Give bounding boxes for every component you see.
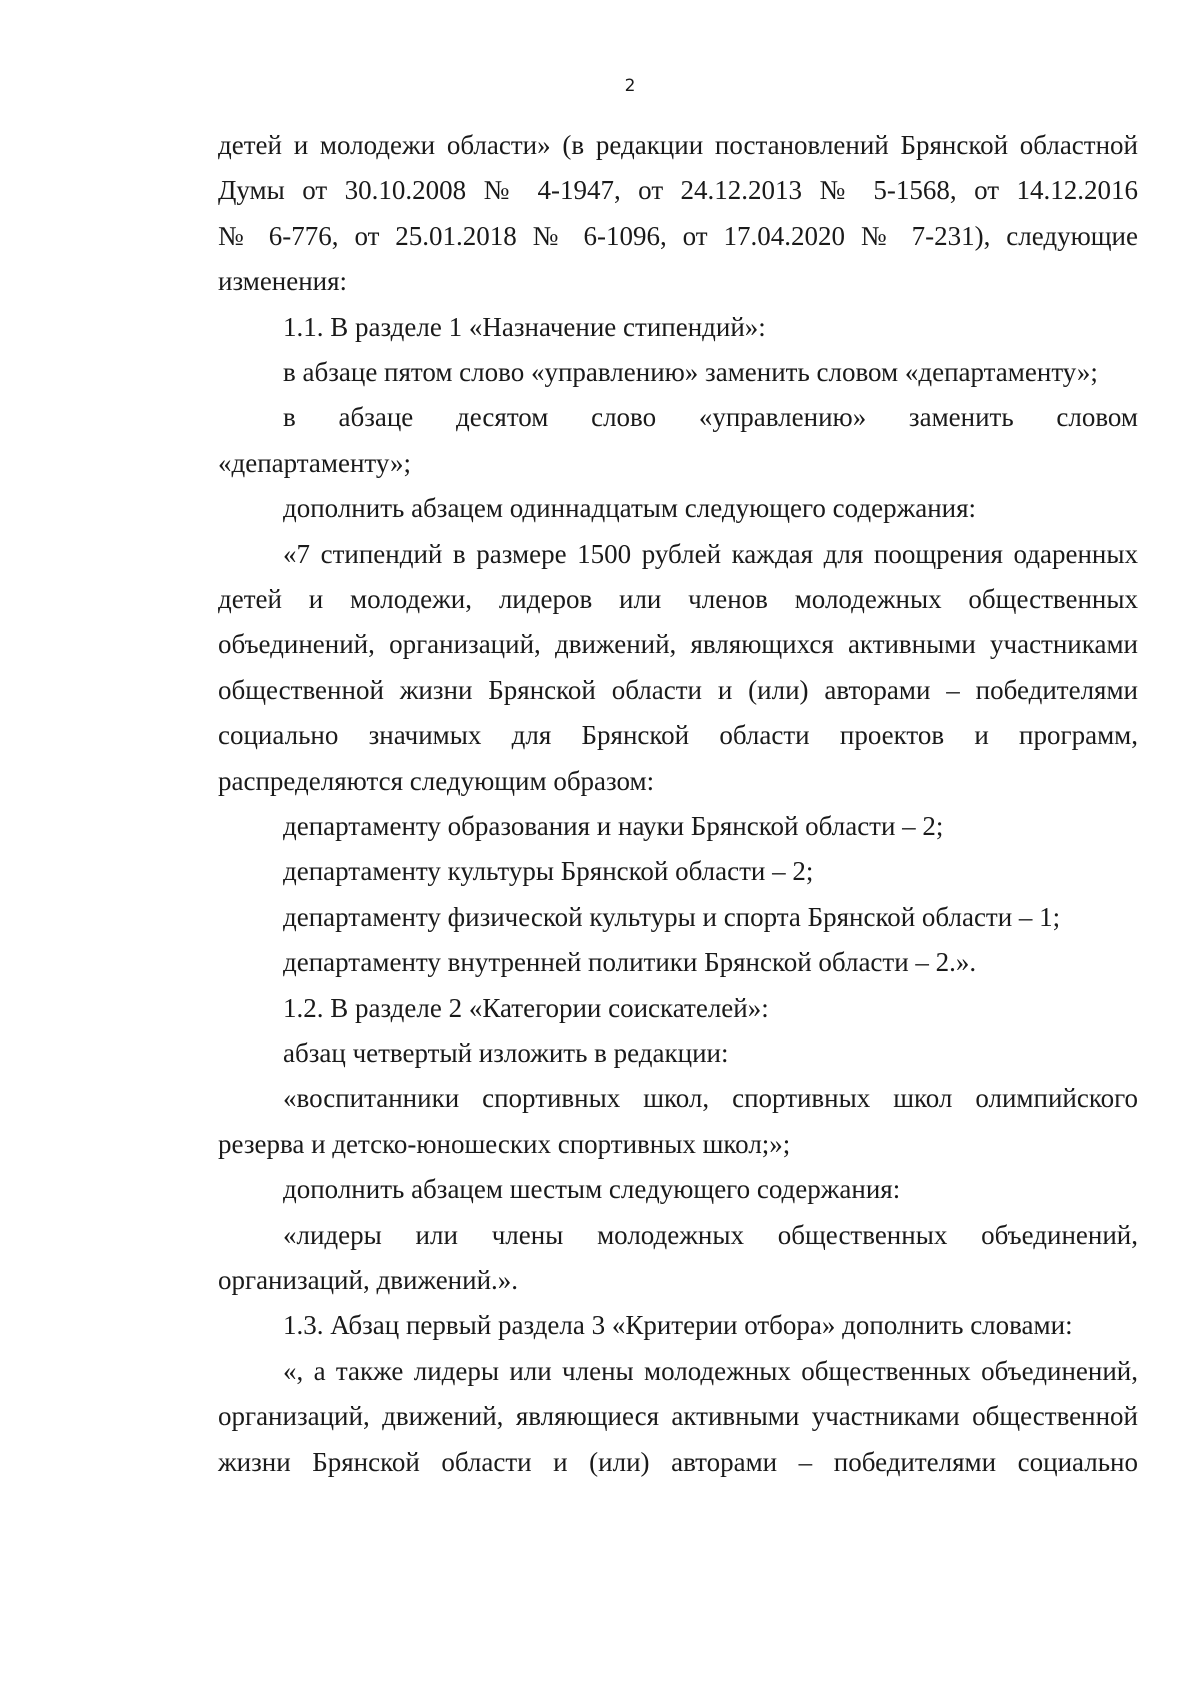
- text-line: департаменту образования и науки Брянской области – 2;: [283, 811, 944, 841]
- text-line: 1.3. Абзац первый раздела 3 «Критерии отбора» дополнить словами:: [283, 1310, 1073, 1341]
- text-line: № 6-776, от 25.01.2018 № 6-1096, от 17.04.2020 № 7-231), следующие: [218, 220, 1138, 251]
- text-line: департаменту культуры Брянской области – 2;: [283, 856, 814, 887]
- text-line: «, а также лидеры или члены молодежных общественных объединений,: [283, 1355, 1138, 1386]
- text-line: жизни Брянской области и (или) авторами – победителями социально: [218, 1446, 1138, 1477]
- text-line: в абзаце десятом слово «управлению» заменить словом: [283, 402, 1138, 433]
- text-line: организаций, движений.».: [218, 1265, 519, 1295]
- text-line: распределяются следующим образом:: [218, 765, 655, 796]
- text-line: дополнить абзацем шестым следующего содержания:: [283, 1174, 901, 1205]
- text-line: Думы от 30.10.2008 № 4-1947, от 24.12.2013 № 5-1568, от 14.12.2016: [218, 175, 1138, 206]
- text-line: детей и молодежи области» (в редакции постановлений Брянской областной: [218, 130, 1138, 160]
- text-line: департаменту физической культуры и спорта Брянской области – 1;: [283, 901, 1061, 932]
- text-line: 1.2. В разделе 2 «Категории соискателей»:: [283, 992, 769, 1023]
- text-line: изменения:: [218, 266, 348, 297]
- text-line: «воспитанники спортивных школ, спортивных школ олимпийского: [283, 1083, 1138, 1114]
- text-line: «департаменту»;: [218, 447, 412, 478]
- text-line: общественной жизни Брянской области и (или) авторами – победителями: [218, 674, 1138, 705]
- text-line: в абзаце пятом слово «управлению» заменить словом «департаменту»;: [283, 357, 1098, 387]
- page-number: 2: [624, 76, 636, 96]
- text-line: социально значимых для Брянской области проектов и программ,: [218, 720, 1138, 751]
- text-line: департаменту внутренней политики Брянской области – 2.».: [283, 947, 977, 978]
- text-line: «7 стипендий в размере 1500 рублей каждая для поощрения одаренных: [283, 538, 1138, 569]
- text-line: дополнить абзацем одиннадцатым следующего содержания:: [283, 493, 977, 524]
- text-line: абзац четвертый изложить в редакции:: [283, 1038, 729, 1068]
- text-line: организаций, движений, являющиеся активными участниками общественной: [218, 1401, 1138, 1432]
- text-line: детей и молодежи, лидеров или членов молодежных общественных: [218, 584, 1138, 614]
- text-line: «лидеры или члены молодежных общественных объединений,: [283, 1219, 1138, 1250]
- text-line: 1.1. В разделе 1 «Назначение стипендий»:: [283, 311, 766, 342]
- text-line: объединений, организаций, движений, являющихся активными участниками: [218, 629, 1138, 660]
- text-line: резерва и детско-юношеских спортивных школ;»;: [218, 1128, 791, 1159]
